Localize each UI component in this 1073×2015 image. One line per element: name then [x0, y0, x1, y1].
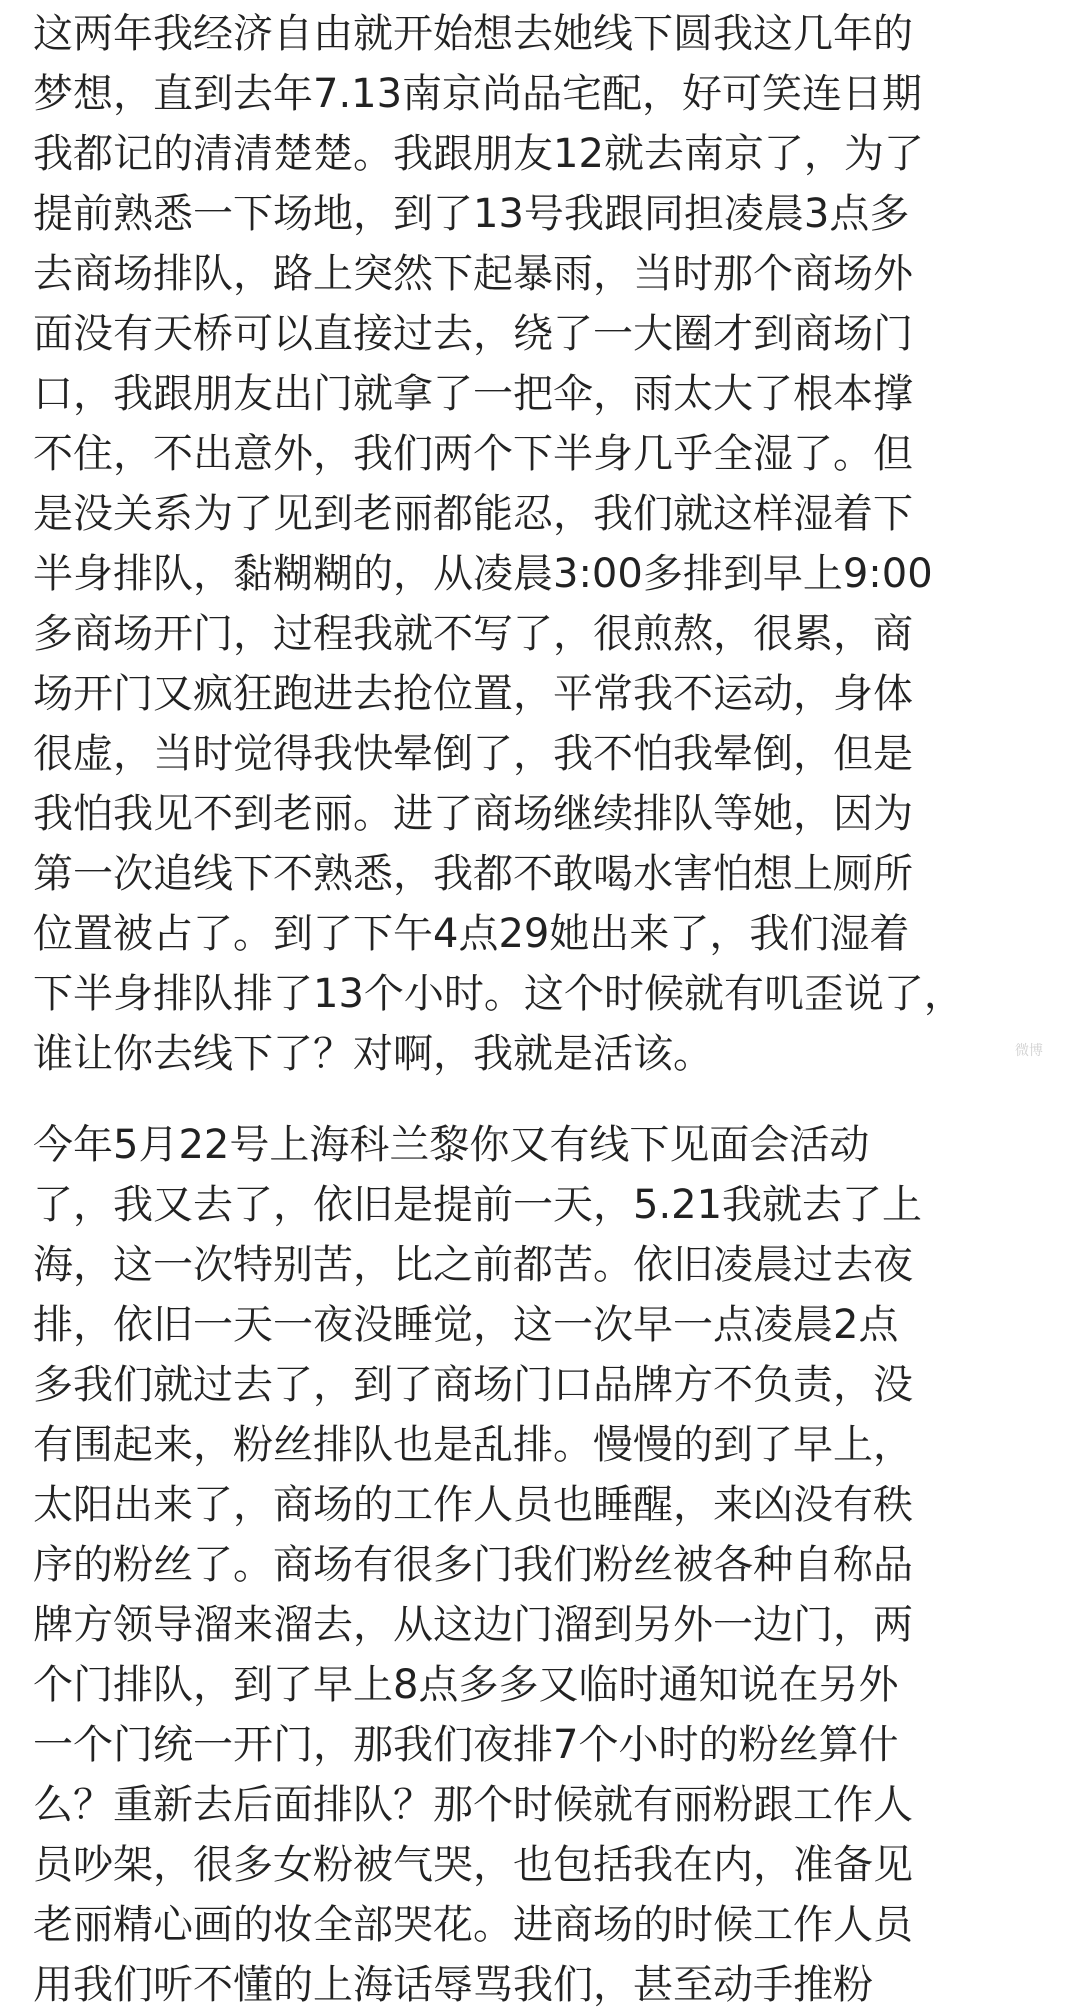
text-line: 了，我又去了，依旧是提前一天，5.21我就去了上	[33, 1182, 923, 1228]
text-line: 多我们就过去了，到了商场门口品牌方不负责，没	[33, 1362, 913, 1408]
post-paragraph-2	[33, 1115, 1043, 2015]
post-paragraph-1	[33, 4, 1043, 1084]
text-line: 序的粉丝了。商场有很多门我们粉丝被各种自称品	[33, 1542, 913, 1588]
text-line: 半身排队，黏糊糊的，从凌晨3:00多排到早上9:00	[33, 551, 933, 597]
text-line: 去商场排队，路上突然下起暴雨，当时那个商场外	[33, 251, 913, 297]
text-line: 很虚，当时觉得我快晕倒了，我不怕我晕倒，但是	[33, 731, 913, 777]
text-line: 我都记的清清楚楚。我跟朋友12就去南京了，为了	[33, 131, 924, 177]
text-line: 谁让你去线下了？对啊，我就是活该。	[33, 1031, 713, 1077]
text-line: 不住，不出意外，我们两个下半身几乎全湿了。但	[33, 431, 913, 477]
text-line: 个门排队，到了早上8点多多又临时通知说在另外	[33, 1662, 899, 1708]
text-line: 位置被占了。到了下午4点29她出来了，我们湿着	[33, 911, 910, 957]
text-line: 用我们听不懂的上海话辱骂我们，甚至动手推粉	[33, 1962, 873, 2008]
text-line: 排，依旧一天一夜没睡觉，这一次早一点凌晨2点	[33, 1302, 899, 1348]
text-line: 老丽精心画的妆全部哭花。进商场的时候工作人员	[33, 1902, 913, 1948]
text-line: 么？重新去后面排队？那个时候就有丽粉跟工作人	[33, 1782, 913, 1828]
watermark-text: 微博	[1015, 1043, 1043, 1059]
text-line: 太阳出来了，商场的工作人员也睡醒，来凶没有秩	[33, 1482, 913, 1528]
text-line: 提前熟悉一下场地，到了13号我跟同担凌晨3点多	[33, 191, 910, 237]
text-line: 多商场开门，过程我就不写了，很煎熬，很累，商	[33, 611, 913, 657]
text-line: 梦想，直到去年7.13南京尚品宅配，好可笑连日期	[33, 71, 923, 117]
text-line: 是没关系为了见到老丽都能忍，我们就这样湿着下	[33, 491, 913, 537]
text-line: 场开门又疯狂跑进去抢位置，平常我不运动，身体	[33, 671, 913, 717]
text-line: 海，这一次特别苦，比之前都苦。依旧凌晨过去夜	[33, 1242, 913, 1288]
text-line: 下半身排队排了13个小时。这个时候就有叽歪说了，	[33, 971, 964, 1017]
text-line: 一个门统一开门，那我们夜排7个小时的粉丝算什	[33, 1722, 899, 1768]
text-line: 员吵架，很多女粉被气哭，也包括我在内，准备见	[33, 1842, 913, 1888]
text-line: 今年5月22号上海科兰黎你又有线下见面会活动	[33, 1122, 870, 1168]
text-line: 面没有天桥可以直接过去，绕了一大圈才到商场门	[33, 311, 913, 357]
text-line: 有围起来，粉丝排队也是乱排。慢慢的到了早上，	[33, 1422, 913, 1468]
text-line: 我怕我见不到老丽。进了商场继续排队等她，因为	[33, 791, 913, 837]
text-line: 口，我跟朋友出门就拿了一把伞，雨太大了根本撑	[33, 371, 913, 417]
text-line: 牌方领导溜来溜去，从这边门溜到另外一边门，两	[33, 1602, 913, 1648]
text-line: 第一次追线下不熟悉，我都不敢喝水害怕想上厕所	[33, 851, 913, 897]
text-line: 这两年我经济自由就开始想去她线下圆我这几年的	[33, 11, 913, 57]
